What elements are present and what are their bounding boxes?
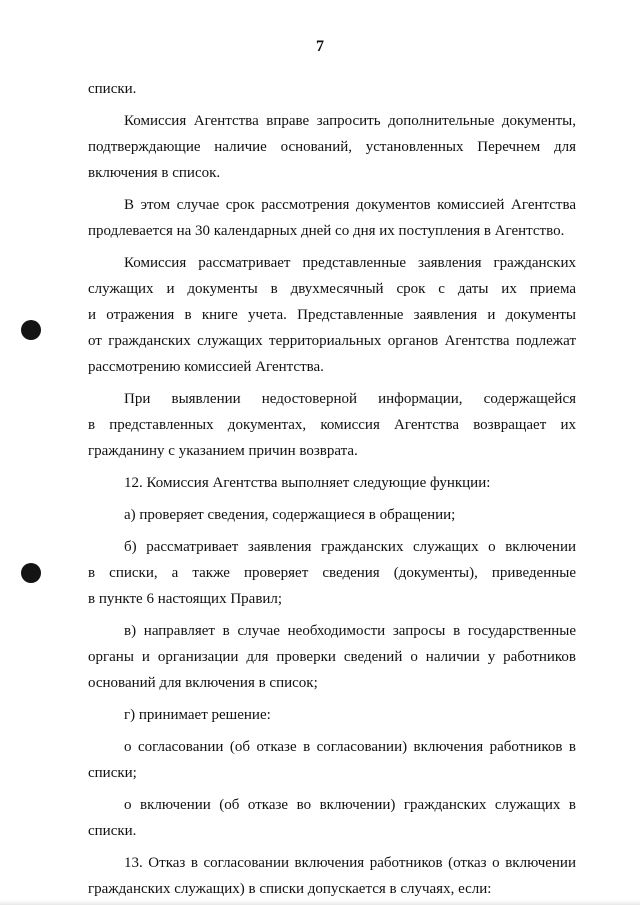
text-line: продлевается на 30 календарных дней со дня их поступления в Агентство. <box>88 223 565 239</box>
text-line: органы и организации для проверки сведений о наличии у работников <box>88 649 576 665</box>
text-line: в пункте 6 настоящих Правил; <box>88 591 283 607</box>
text-line: списки. <box>88 823 137 839</box>
text-line: оснований для включения в список; <box>88 675 318 691</box>
paragraph <box>88 502 576 528</box>
page-number: 7 <box>316 38 324 55</box>
text-line: б) рассматривает заявления гражданских служащих о включении <box>124 539 576 555</box>
text-line: 12. Комиссия Агентства выполняет следующие функции: <box>124 475 491 491</box>
paragraph <box>88 618 576 696</box>
text-line: от гражданских служащих территориальных органов Агентства подлежат <box>88 333 576 349</box>
text-line: г) принимает решение: <box>124 707 271 723</box>
text-line: о согласовании (об отказе в согласовании) включения работников в <box>124 739 576 755</box>
text-line: гражданских служащих) в списки допускается в случаях, если: <box>88 881 492 897</box>
paragraph <box>88 386 576 464</box>
text-line: и отражения в книге учета. Представленные заявления и документы <box>88 307 576 323</box>
paragraph <box>88 850 576 902</box>
scan-edge <box>0 900 640 905</box>
text-line: гражданину с указанием причин возврата. <box>88 443 358 459</box>
paragraph <box>88 702 576 728</box>
text-line: в) направляет в случае необходимости запросы в государственные <box>124 623 576 639</box>
paragraph <box>88 192 576 244</box>
punch-hole-top <box>21 320 41 340</box>
text-line: 13. Отказ в согласовании включения работников (отказ о включении <box>124 855 576 871</box>
text-line: о включении (об отказе во включении) гражданских служащих в <box>124 797 576 813</box>
paragraph <box>88 470 576 496</box>
text-line: списки; <box>88 765 137 781</box>
text-line: в представленных документах, комиссия Агентства возвращает их <box>88 417 576 433</box>
text-line: рассмотрению комиссией Агентства. <box>88 359 324 375</box>
paragraph <box>88 250 576 380</box>
paragraph <box>88 76 576 102</box>
text-line: В этом случае срок рассмотрения документов комиссией Агентства <box>124 197 576 213</box>
text-line: служащих и документы в двухмесячный срок с даты их приема <box>88 281 576 297</box>
paragraph <box>88 792 576 844</box>
punch-hole-bottom <box>21 563 41 583</box>
text-line: подтверждающие наличие оснований, установленных Перечнем для <box>88 139 576 155</box>
text-line: Комиссия рассматривает представленные заявления гражданских <box>124 255 576 271</box>
text-line: При выявлении недостоверной информации, содержащейся <box>124 391 576 407</box>
text-line: в списки, а также проверяет сведения (документы), приведенные <box>88 565 576 581</box>
paragraph <box>88 734 576 786</box>
text-line: а) проверяет сведения, содержащиеся в обращении; <box>124 507 456 523</box>
text-line: списки. <box>88 81 137 97</box>
text-line: Комиссия Агентства вправе запросить дополнительные документы, <box>124 113 576 129</box>
paragraph <box>88 534 576 612</box>
text-line: включения в список. <box>88 165 221 181</box>
paragraph <box>88 108 576 186</box>
document-body <box>88 76 576 902</box>
